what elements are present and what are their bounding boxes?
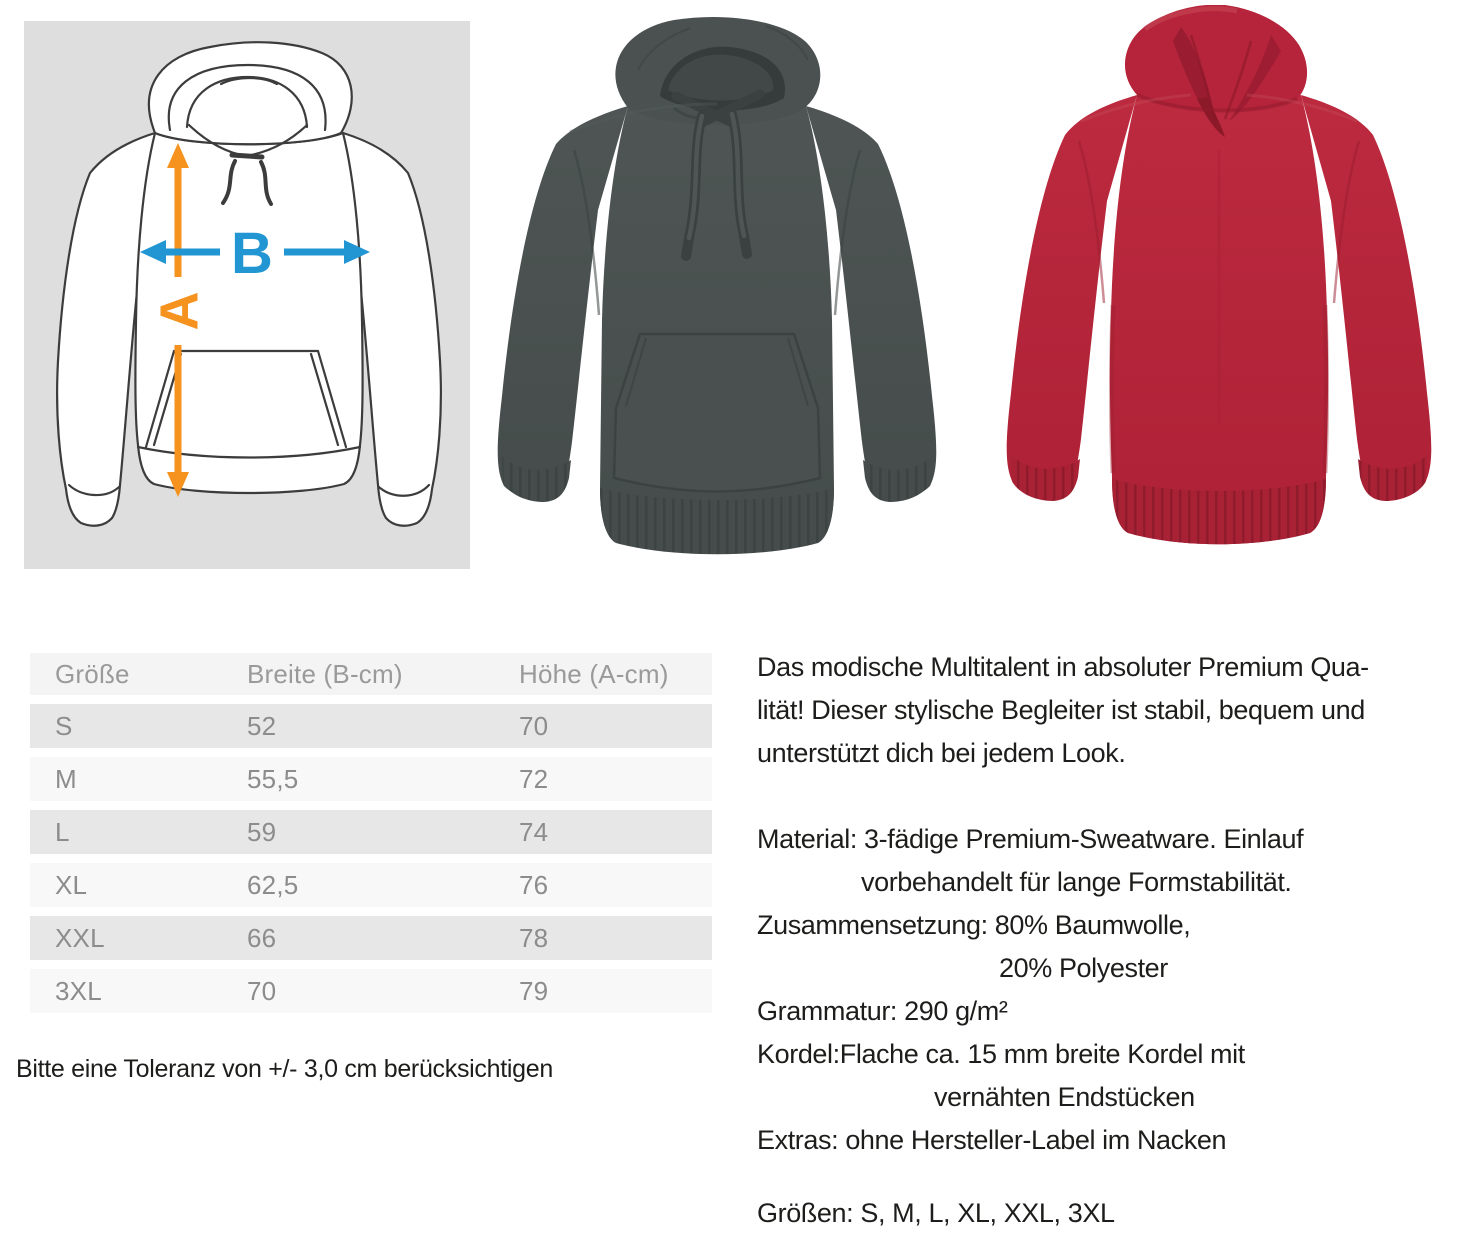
tolerance-note: Bitte eine Toleranz von +/- 3,0 cm berücksichtigen (16, 1055, 553, 1083)
description-line: unterstützt dich bei jedem Look. (757, 738, 1126, 768)
hoodie-back-image (985, 5, 1450, 577)
front-pocket (614, 334, 820, 492)
table-row (30, 704, 712, 748)
table-cell: 78 (519, 923, 549, 953)
table-cell: 74 (519, 817, 549, 847)
measure-a-label: A (149, 291, 210, 331)
table-cell: 55,5 (247, 764, 299, 794)
table-cell: 76 (519, 870, 549, 900)
table-cell: XL (55, 870, 88, 900)
spec-line-composition-cont: 20% Polyester (999, 953, 1168, 983)
spec-line-extras: Extras: ohne Hersteller-Label im Nacken (757, 1125, 1227, 1155)
size-table (30, 653, 712, 1022)
description-line: Das modische Multitalent in absoluter Premium Qua- (757, 652, 1369, 682)
size-table-header (30, 653, 712, 695)
table-row (30, 810, 712, 854)
size-diagram-panel (24, 21, 470, 569)
column-header: Breite (B-cm) (247, 659, 403, 689)
table-cell: S (55, 711, 73, 741)
spec-line-cord: Kordel:Flache ca. 15 mm breite Kordel mit (757, 1039, 1245, 1069)
spec-line-material-cont: vorbehandelt für lange Formstabilität. (861, 867, 1292, 897)
hoodie-front-image (478, 10, 956, 578)
table-cell: 52 (247, 711, 277, 741)
table-cell: 79 (519, 976, 549, 1006)
table-cell: 70 (519, 711, 549, 741)
table-cell: M (55, 764, 77, 794)
sizes-line: Größen: S, M, L, XL, XXL, 3XL (757, 1198, 1115, 1228)
product-description (757, 646, 1463, 1235)
spec-line-cord-cont: vernähten Endstücken (934, 1082, 1195, 1112)
product-photo-front (478, 10, 956, 578)
column-header: Größe (55, 659, 130, 689)
table-cell: 70 (247, 976, 277, 1006)
size-diagram (24, 21, 470, 569)
spec-line-composition: Zusammensetzung: 80% Baumwolle, (757, 910, 1191, 940)
size-table-body (30, 704, 712, 1013)
description-line: lität! Dieser stylische Begleiter ist stabil, bequem und (757, 695, 1365, 725)
column-header: Höhe (A-cm) (519, 659, 669, 689)
hood-outline (149, 42, 352, 144)
product-photo-back (985, 5, 1450, 577)
table-cell: XXL (55, 923, 105, 953)
table-cell: 62,5 (247, 870, 299, 900)
table-row (30, 757, 712, 801)
table-row (30, 916, 712, 960)
spec-line-material: Material: 3-fädige Premium-Sweatware. Einlauf (757, 824, 1304, 854)
table-row (30, 969, 712, 1013)
table-cell: L (55, 817, 70, 847)
table-cell: 66 (247, 923, 277, 953)
table-cell: 72 (519, 764, 549, 794)
back-waist-shade-right (1325, 305, 1327, 473)
back-waist-shade-left (1112, 305, 1114, 473)
back-hood (1125, 5, 1307, 111)
spec-line-grammage: Grammatur: 290 g/m² (757, 996, 1008, 1026)
table-cell: 3XL (55, 976, 102, 1006)
measure-b-label: B (231, 220, 273, 286)
table-row (30, 863, 712, 907)
table-cell: 59 (247, 817, 277, 847)
